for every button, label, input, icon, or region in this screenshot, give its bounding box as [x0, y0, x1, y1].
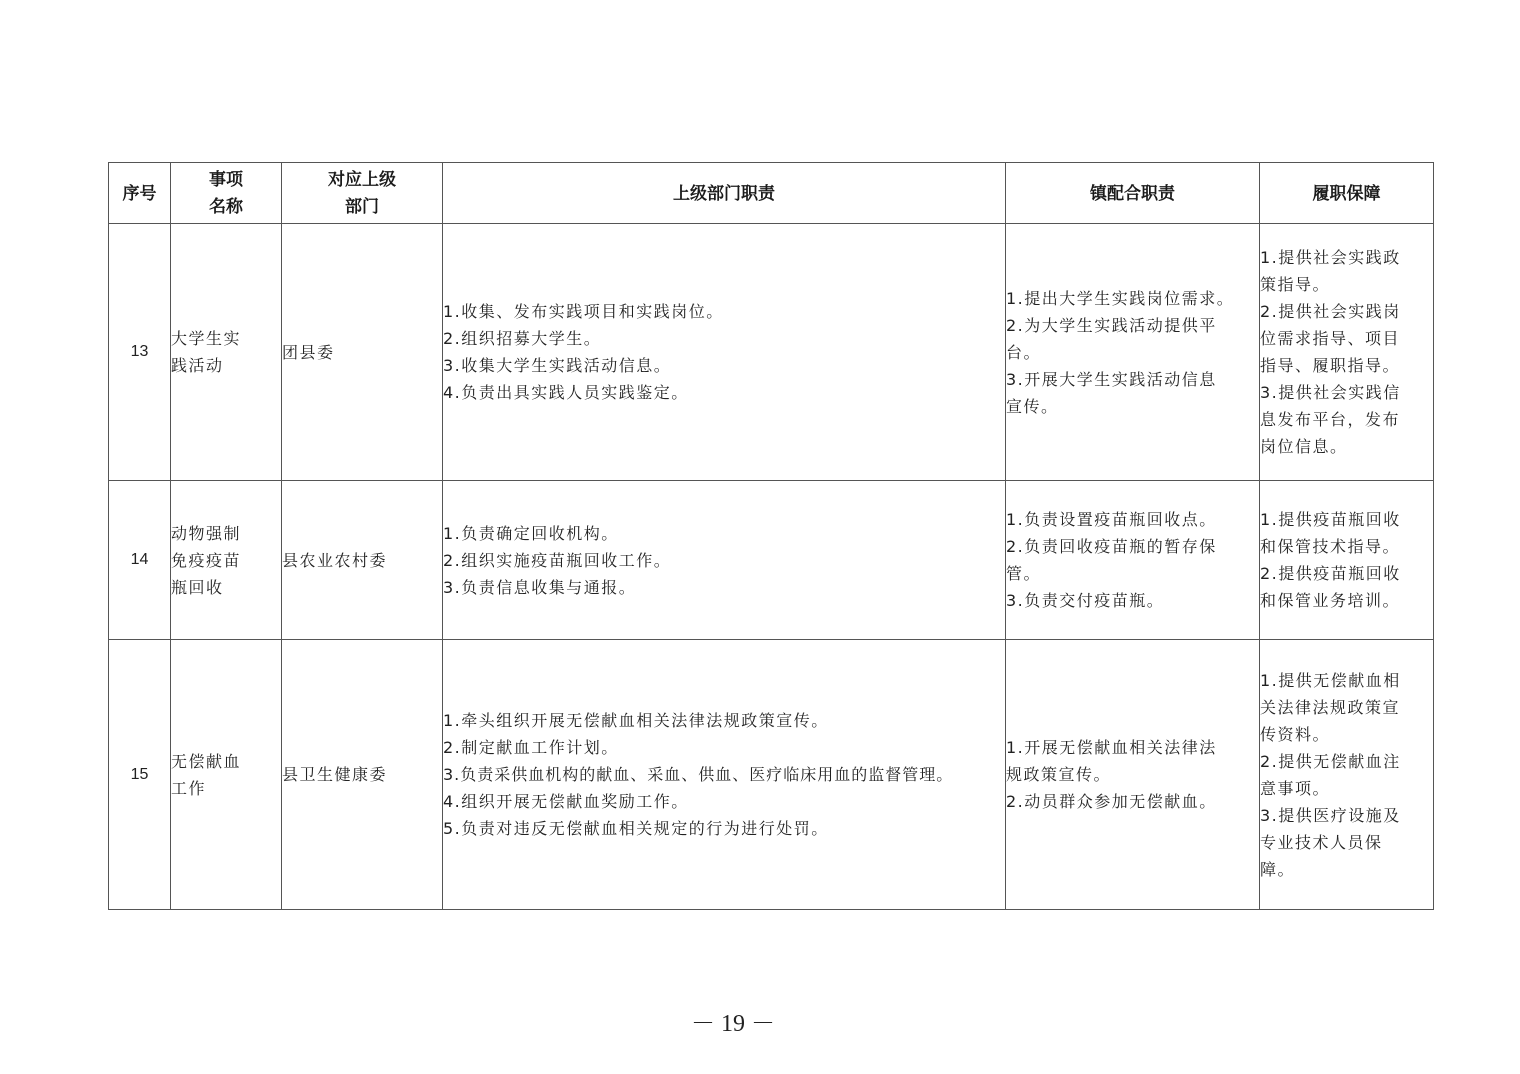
- guarantee-cell: 1.提供社会实践政 策指导。 2.提供社会实践岗 位需求指导、项目 指导、履职指导。 3.提供社会实践信 息发布平台，发布 岗位信息。: [1260, 224, 1434, 481]
- table-row: [109, 640, 1434, 910]
- upper-duty-cell: 1.牵头组织开展无偿献血相关法律法规政策宣传。 2.制定献血工作计划。 3.负责采供血机构的献血、采血、供血、医疗临床用血的监督管理。 4.组织开展无偿献血奖励工作。 5.负责对违反无偿献血相关规定的行为进行处罚。: [443, 640, 1006, 910]
- item-name-cell: 无偿献血 工作: [171, 640, 282, 910]
- header-town-duty: 镇配合职责: [1006, 163, 1260, 224]
- header-guarantee: 履职保障: [1260, 163, 1434, 224]
- guarantee-cell: 1.提供无偿献血相 关法律法规政策宣 传资料。 2.提供无偿献血注 意事项。 3.提供医疗设施及 专业技术人员保 障。: [1260, 640, 1434, 910]
- row-seq: 15: [109, 640, 171, 910]
- upper-dept-cell: 团县委: [282, 224, 443, 481]
- town-duty-cell: 1.提出大学生实践岗位需求。 2.为大学生实践活动提供平 台。 3.开展大学生实践活动信息 宣传。: [1006, 224, 1260, 481]
- table-row: [109, 224, 1434, 481]
- item-name-cell: 动物强制 免疫疫苗 瓶回收: [171, 481, 282, 640]
- town-duty-cell: 1.负责设置疫苗瓶回收点。 2.负责回收疫苗瓶的暂存保 管。 3.负责交付疫苗瓶。: [1006, 481, 1260, 640]
- upper-dept-cell: 县卫生健康委: [282, 640, 443, 910]
- upper-duty-cell: 1.负责确定回收机构。 2.组织实施疫苗瓶回收工作。 3.负责信息收集与通报。: [443, 481, 1006, 640]
- table-row: [109, 481, 1434, 640]
- header-seq: 序号: [109, 163, 171, 224]
- upper-duty-cell: 1.收集、发布实践项目和实践岗位。 2.组织招募大学生。 3.收集大学生实践活动信息。 4.负责出具实践人员实践鉴定。: [443, 224, 1006, 481]
- row-seq: 14: [109, 481, 171, 640]
- header-upper-duty: 上级部门职责: [443, 163, 1006, 224]
- header-upper-dept: 对应上级 部门: [282, 163, 443, 224]
- duty-table: [108, 162, 1434, 910]
- header-item-name: 事项 名称: [171, 163, 282, 224]
- row-seq: 13: [109, 224, 171, 481]
- table-header-row: [109, 163, 1434, 224]
- town-duty-cell: 1.开展无偿献血相关法律法 规政策宣传。 2.动员群众参加无偿献血。: [1006, 640, 1260, 910]
- page-number: － 19 －: [691, 1011, 775, 1037]
- upper-dept-cell: 县农业农村委: [282, 481, 443, 640]
- guarantee-cell: 1.提供疫苗瓶回收 和保管技术指导。 2.提供疫苗瓶回收 和保管业务培训。: [1260, 481, 1434, 640]
- item-name-cell: 大学生实 践活动: [171, 224, 282, 481]
